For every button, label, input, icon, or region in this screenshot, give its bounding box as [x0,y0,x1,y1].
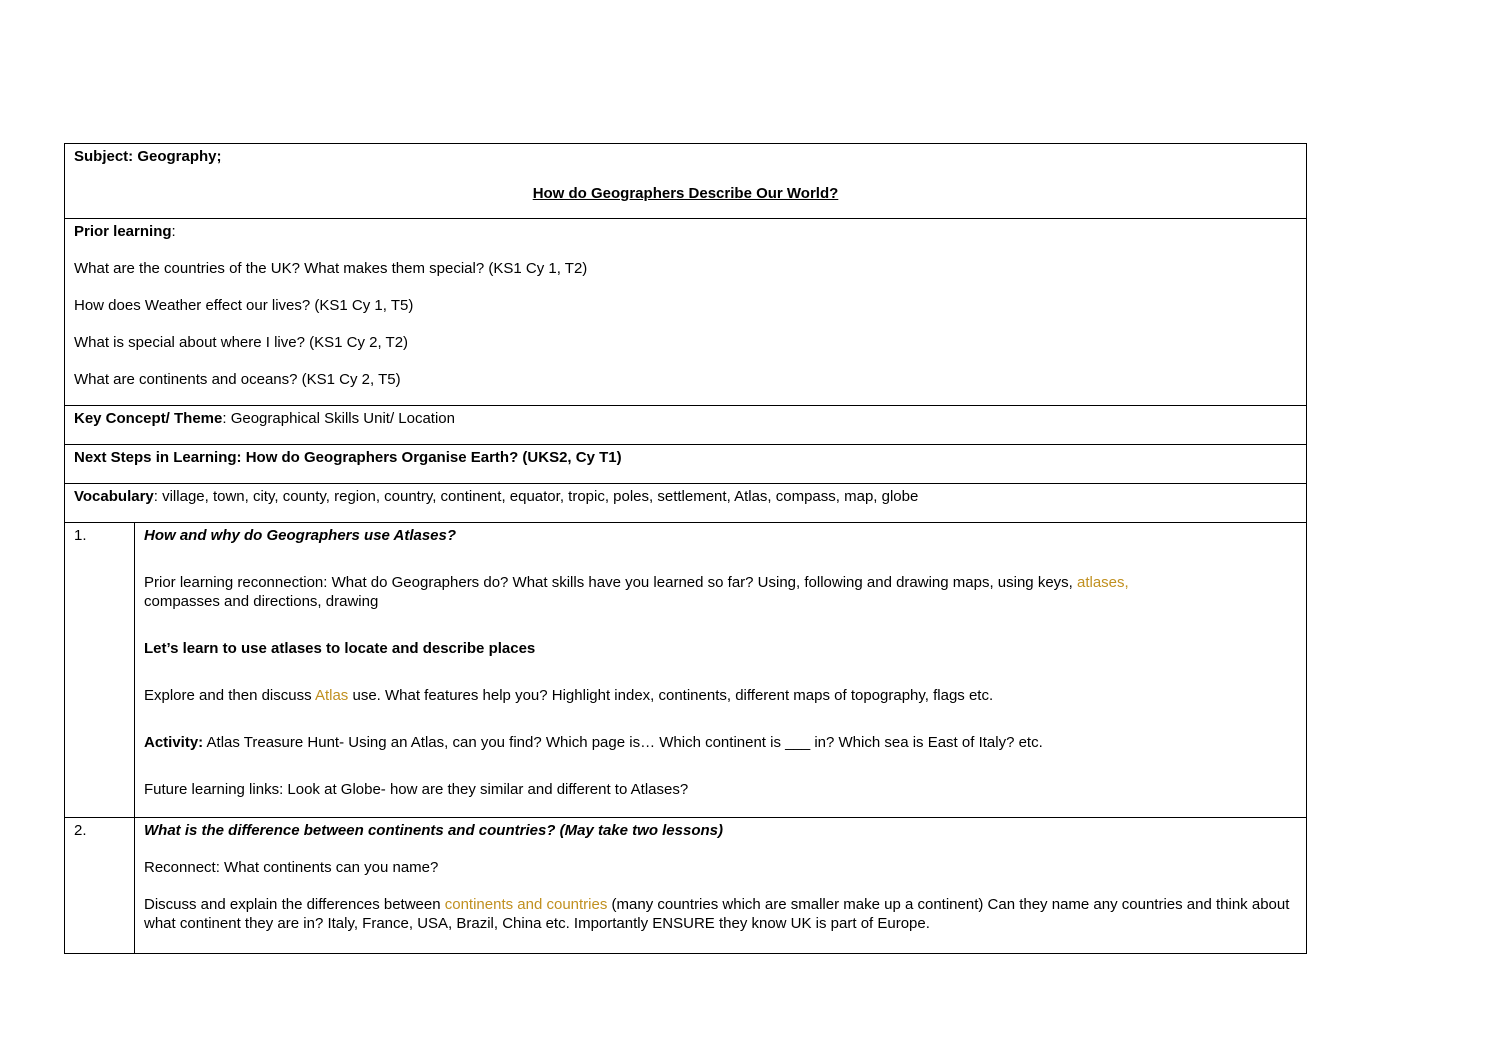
key-concept-value: : Geographical Skills Unit/ Location [222,410,455,427]
prior-learning-cell [65,219,1307,406]
lesson-activity [144,733,1297,752]
subject-line [74,147,1297,166]
activity-label: Activity: [144,734,204,751]
discuss-text-end: (many countries which are smaller make up a continent) Can they name any countries and think about what continent they are in? Italy, France, USA, Brazil, China etc. Importantly ENSURE they know UK is part of Europe. [144,896,1290,932]
lesson-number: 1. [74,527,87,544]
vocabulary-line [74,487,1297,506]
prior-learning-label: Prior learning [74,223,172,240]
lesson-row-2 [65,818,1307,954]
lesson-content-cell [135,523,1307,818]
vocabulary-label: Vocabulary [74,488,154,505]
lesson-explore [144,686,1297,705]
lesson-number-cell [65,523,135,818]
prior-learning-item: What are the countries of the UK? What makes them special? (KS1 Cy 1, T2) [74,260,588,277]
explore-highlight: Atlas [314,687,349,704]
next-steps-cell [65,445,1307,484]
unit-title-line [74,184,1297,203]
lesson-number-cell [65,818,135,954]
vocabulary-row [65,484,1307,523]
lesson-discuss [144,895,1297,933]
subject-cell [65,144,1307,219]
prior-learning-heading [74,222,1297,241]
lesson-reconnect: Reconnect: What continents can you name? [144,859,439,876]
key-concept-line [74,409,1297,428]
subject-row [65,144,1307,219]
activity-text: Atlas Treasure Hunt- Using an Atlas, can you find? Which page is… Which continent is ___ in? Which sea is East of Italy? etc. [203,734,1043,751]
lesson-question: What is the difference between continents and countries? (May take two lessons) [144,822,724,839]
lesson-content-cell [135,818,1307,954]
lesson-objective: Let’s learn to use atlases to locate and describe places [144,640,536,657]
key-concept-row [65,406,1307,445]
explore-text: Explore and then discuss [144,687,315,704]
prior-learning-colon: : [171,223,176,240]
lesson-number: 2. [74,822,87,839]
lesson-row-1 [65,523,1307,818]
unit-title: How do Geographers Describe Our World? [532,185,839,202]
vocabulary-cell [65,484,1307,523]
prior-learning-item: What is special about where I live? (KS1 Cy 2, T2) [74,334,409,351]
lesson-plan-table [64,143,1307,954]
prior-learning-item: What are continents and oceans? (KS1 Cy 2, T5) [74,371,401,388]
key-concept-label: Key Concept/ Theme [74,410,223,427]
reconnect-text-end: compasses and directions, drawing [144,593,379,610]
subject-suffix: ; [216,148,222,165]
next-steps-row [65,445,1307,484]
discuss-text: Discuss and explain the differences between [144,896,445,913]
vocabulary-value: : village, town, city, county, region, country, continent, equator, tropic, poles, settlement, Atlas, compass, map, globe [153,488,919,505]
subject-label: Subject: Geography [74,148,217,165]
explore-text-end: use. What features help you? Highlight index, continents, different maps of topography, flags etc. [348,687,994,704]
discuss-highlight: continents and countries [444,896,608,913]
reconnect-highlight: atlases, [1077,574,1129,591]
lesson-question: How and why do Geographers use Atlases? [144,527,457,544]
lesson-future-links: Future learning links: Look at Globe- how are they similar and different to Atlases? [144,781,689,798]
prior-learning-row [65,219,1307,406]
key-concept-cell [65,406,1307,445]
prior-learning-item: How does Weather effect our lives? (KS1 Cy 1, T5) [74,297,414,314]
lesson-reconnect [144,573,1297,611]
reconnect-text: Prior learning reconnection: What do Geographers do? What skills have you learned so far? Using, following and drawing maps, using keys, [144,574,1077,591]
next-steps-text: Next Steps in Learning: How do Geographers Organise Earth? (UKS2, Cy T1) [74,449,622,466]
